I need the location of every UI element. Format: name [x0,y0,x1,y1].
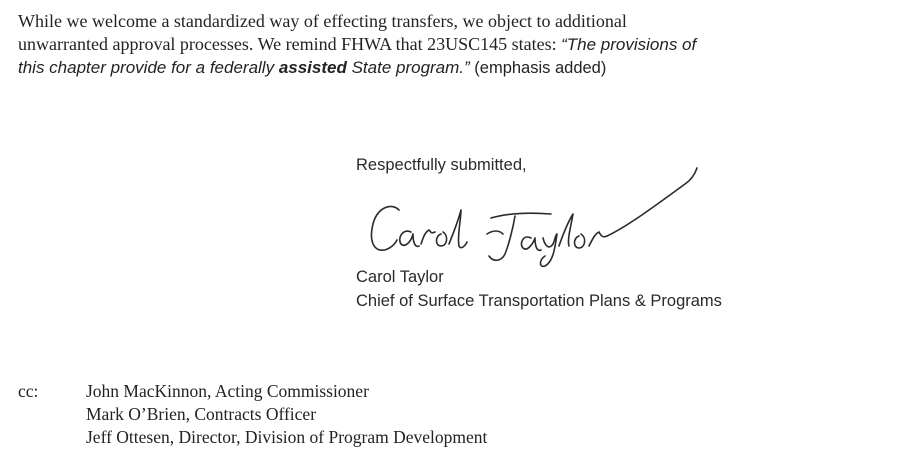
cc-recipient: Mark O’Brien, Contracts Officer [86,404,317,424]
body-line-2 [18,33,888,56]
cc-recipient-list [86,380,487,449]
cc-recipient: Jeff Ottesen, Director, Division of Program Development [86,427,488,447]
quote-middle: this chapter provide for a federally [18,58,279,77]
closing-salutation: Respectfully submitted, [356,156,527,174]
cc-recipient: John MacKinnon, Acting Commissioner [86,381,369,401]
body-line-1: While we welcome a standardized way of effecting transfers, we object to additional [18,11,627,31]
signer-name: Carol Taylor [356,268,444,286]
signer-block [356,265,722,313]
quote-emphasis: assisted [278,58,347,77]
cc-label: cc: [18,381,39,401]
handwritten-signature [355,158,715,268]
body-paragraph [18,10,888,80]
quote-end: State program.” [346,58,470,77]
signer-title: Chief of Surface Transportation Plans & Programs [356,292,722,310]
body-line-2-text: unwarranted approval processes. We remind FHWA that 23USC145 states: [18,34,562,54]
quote-start: “The provisions of [561,35,697,54]
emphasis-note: (emphasis added) [469,59,607,77]
body-line-3 [18,56,888,80]
